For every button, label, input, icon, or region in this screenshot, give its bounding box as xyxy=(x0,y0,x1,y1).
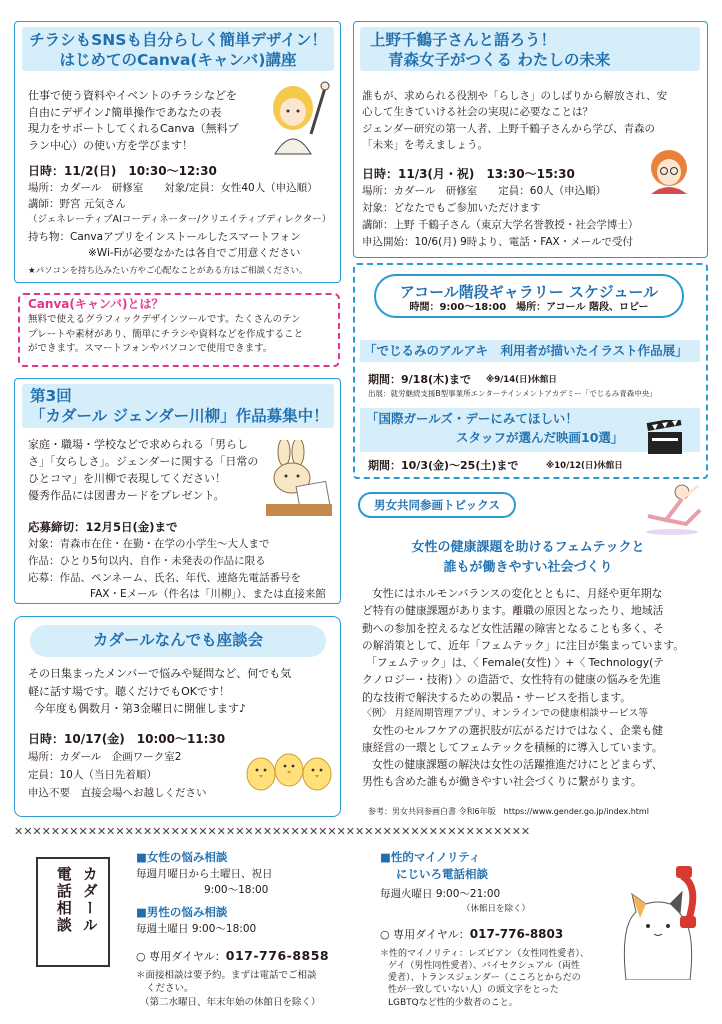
senryu-description: 家庭・職場・学校などで求められる「男らし さ」「女らしさ」。ジェンダーに関する「日常の ひとコマ」を川柳で表現してください！ 優秀作品には図書カードをプレゼント。 xyxy=(28,438,259,503)
lgbt-consult-days-note: （休館日を除く） xyxy=(462,904,531,914)
exhibition-1-closed: ※9/14(日)休館日 xyxy=(486,375,557,385)
canva-title-line2: はじめてのCanva(キャンバ)講座 xyxy=(59,51,297,70)
ueno-title-line1: 上野千鶴子さんと語ろう！ xyxy=(370,31,557,49)
rabbit-writing-illustration xyxy=(262,440,336,518)
men-consult-days: 毎週土曜日 9:00～18:00 xyxy=(136,923,257,935)
canva-date: 日時：11/2(日) 10:30～12:30 xyxy=(28,164,217,178)
main-dial-number[interactable]: 017-776-8858 xyxy=(225,948,330,963)
senryu-apply: 応募：作品、ペンネーム、氏名、年代、連絡先電話番号を xyxy=(28,572,301,584)
ueno-target: 対象：どなたでもご参加いただけます xyxy=(362,202,541,214)
topics-title-line1: 女性の健康課題を助けるフェムテックと xyxy=(411,540,645,555)
topics-title-line2: 誰もが働きやすい社会づくり xyxy=(443,559,613,575)
canva-description: 仕事で使う資料やイベントのチラシなどを 自由にデザイン♪簡単操作であなたの表 現力をサポートしてくれるCanva（無料プ ラン中心）の使い方を学びます！ xyxy=(28,89,239,152)
topics-body: 女性にはホルモンバランスの変化とともに、月経や更年期な ど特有の健康課題があります。離職の原因となったり、地域活 動への参加を控えるなど女性活躍の障害となることも多く、そ の解消策として、近年「フェムテック」に注目が集まっています。 「フェムテック」は、〈 Female(女性) 〉+〈 Technology(テ クノロジー・技術) 〉の造語で、女性特有の健康の悩みを先進 的な技術で解決するための製品・サービスを指します。 〈例〉 月経周期管理アプリ、オンラインでの健康相談サービス等 女性のセルフケアの選択肢が広がるだけではなく、企業も健 康経営の一環としてフェムテックを積極的に導入しています。 女性の健康課題の解決は女性の活躍推進だけにとどまらず、 男性も含めた誰もが働きやすい社会づくりに繋がります。 xyxy=(362,587,685,789)
lgbt-consult-days: 毎週火曜日 9:00～21:00 xyxy=(380,888,501,900)
canva-wifi-note: ※Wi-Fiが必要なかたは各自でご用意ください xyxy=(88,247,301,259)
canva-title-line1: チラシもSNSも自分らしく簡単デザイン！ xyxy=(29,31,327,49)
canva-lecturer: 講師：野宮 元気さん xyxy=(28,198,126,210)
yoga-woman-illustration xyxy=(642,480,706,538)
topics-badge xyxy=(358,492,516,518)
lgbt-consult-title-line2: にじいろ電話相談 xyxy=(396,867,488,881)
clapperboard-icon xyxy=(646,420,686,456)
women-consult-days: 毎週月曜日から土曜日、祝日 xyxy=(136,868,273,880)
ueno-date: 日時：11/3(月・祝) 13:30～15:30 xyxy=(362,167,575,181)
lgbt-dial-label: ○ 専用ダイヤル： xyxy=(380,928,470,941)
women-consult-hours: 9:00～18:00 xyxy=(204,884,269,896)
senryu-title-line1: 第3回 xyxy=(30,387,72,405)
canva-pc-note: ★パソコンを持ち込みたい方やご心配なことがある方はご相談ください。 xyxy=(28,266,308,276)
lgbt-consult-title-line1: ■性的マイノリティ xyxy=(380,850,481,864)
chicks-illustration xyxy=(243,740,335,798)
zadankai-place: 場所：カダール 企画ワーク室2 xyxy=(28,751,182,763)
senryu-deadline: 応募締切：12月5日(金)まで xyxy=(28,520,178,534)
exhibition-2-closed: ※10/12(日)休館日 xyxy=(546,461,623,471)
main-dial-label: ○ 専用ダイヤル： xyxy=(136,950,226,963)
main-dial xyxy=(136,947,329,965)
ueno-place: 場所：カダール 研修室 定員：60人（申込順） xyxy=(362,185,607,197)
senryu-apply-method: FAX・Eメール（件名は「川柳」）、または直接来館 xyxy=(90,588,326,600)
zadankai-description: その日集まったメンバーで悩みや疑問など、何でも気 軽に話す場です。聴くだけでもOKです！ 今年度も偶数月・第3金曜日に開催します♪ xyxy=(28,667,292,716)
zadankai-date: 日時：10/17(金) 10:00～11:30 xyxy=(28,732,226,746)
senryu-header xyxy=(22,384,334,428)
gallery-title: アコール階段ギャラリー スケジュール xyxy=(399,283,659,301)
consult-label-vertical-2: 電話相談 xyxy=(54,866,73,934)
canva-header xyxy=(22,27,334,71)
cross-separator: ✕✕✕✕✕✕✕✕✕✕✕✕✕✕✕✕✕✕✕✕✕✕✕✕✕✕✕✕✕✕✕✕✕✕✕✕✕✕✕✕✕✕✕✕✕✕✕✕✕✕✕✕✕✕✕✕ xyxy=(14,825,531,836)
senryu-title-line2: 「カダール ジェンダー川柳」作品募集中！ xyxy=(30,407,329,426)
topics-badge-label: 男女共同参画トピックス xyxy=(374,498,500,512)
exhibition-1-source: 出展：就労継続支援B型事業所エンターテインメントアカデミー「でじるみ青森中央」 xyxy=(368,389,657,398)
ueno-apply: 申込開始：10/6(月) 9時より、電話・FAX・メールで受付 xyxy=(362,236,634,248)
consult-label-vertical-1: カダール xyxy=(80,866,99,934)
ueno-lecturer: 講師：上野 千鶴子さん（東京大学名誉教授・社会学博士） xyxy=(362,219,639,231)
canva-about-text: 無料で使えるグラフィックデザインツールです。たくさんのテン プレートや素材があり、簡単にチラシや資料などを作成すること ができます。スマートフォンやパソコンで使用できます。 xyxy=(28,314,304,355)
topics-reference: 参考：男女共同参画白書 令和6年版 https://www.gender.go.jp/index.html xyxy=(368,807,649,816)
exhibition-1-period: 期間：9/18(木)まで xyxy=(368,373,472,386)
canva-lecturer-title: （ジェネレーティブAIコーディネーター/クリエイティブディレクター） xyxy=(28,214,332,225)
woman-pointing-illustration xyxy=(255,76,335,158)
zadankai-title: カダールなんでも座談会 xyxy=(92,631,264,649)
ueno-header xyxy=(360,27,700,71)
ueno-description: 誰もが、求められる役割や「らしさ」のしばりから解放され、安 心して生きていける社会の実現に必要なことは？ ジェンダー研究の第一人者、上野千鶴子さんから学び、青森の 「未来」を考えましょう。 xyxy=(362,90,668,151)
main-consult-note: ＊面接相談は要予約。まずは電話でご相談 ください。 （第二水曜日、年末年始の休館日を除く） xyxy=(136,970,321,1008)
zadankai-note: 申込不要 直接会場へお越しください xyxy=(28,787,207,799)
senryu-target: 対象：青森市在住・在勤・在学の小学生～大人まで xyxy=(28,538,270,550)
lgbt-dial xyxy=(380,926,563,943)
exhibition-1-title: 「でじるみのアルアキ 利用者が描いたイラスト作品展」 xyxy=(364,343,688,358)
lgbt-note: ＊性的マイノリティ：レズビアン（女性同性愛者）、 ゲイ（男性同性愛者）、バイセクシュアル（両性 愛者）、トランスジェンダー（こころとからだの 性が一致していない人）の頭文字をとった LGBTQなど性的少数者のこと。 xyxy=(380,949,589,1008)
lgbt-dial-number[interactable]: 017-776-8803 xyxy=(469,927,564,941)
exhibition-2-title-line1: 「国際ガールズ・デーにみてほしい！ xyxy=(366,411,578,426)
canva-about-title: Canva(キャンバ)とは？ xyxy=(28,297,164,311)
senryu-works: 作品：ひとり5句以内、自作・未発表の作品に限る xyxy=(28,555,266,567)
canva-place: 場所：カダール 研修室 対象/定員：女性40人（申込順） xyxy=(28,182,318,194)
topics-title xyxy=(358,538,698,577)
ueno-title-line2: 青森女子がつくる わたしの未来 xyxy=(388,51,611,70)
men-consult-title: ■男性の悩み相談 xyxy=(136,905,228,919)
exhibition-2-period: 期間：10/3(金)～25(土)まで xyxy=(368,459,519,472)
zadankai-capacity: 定員：10人（当日先着順） xyxy=(28,769,157,781)
exhibition-2-title-line2: スタッフが選んだ映画10選」 xyxy=(456,430,624,445)
cat-phone-illustration xyxy=(606,856,706,980)
women-consult-title: ■女性の悩み相談 xyxy=(136,850,228,864)
gallery-hours: 時間：9:00～18:00 場所：アコール 階段、ロビー xyxy=(409,302,649,313)
canva-items: 持ち物：Canvaアプリをインストールしたスマートフォン xyxy=(28,231,301,243)
ueno-portrait-illustration xyxy=(643,148,695,194)
zadankai-header xyxy=(30,625,326,657)
gallery-title-pill xyxy=(374,274,684,318)
